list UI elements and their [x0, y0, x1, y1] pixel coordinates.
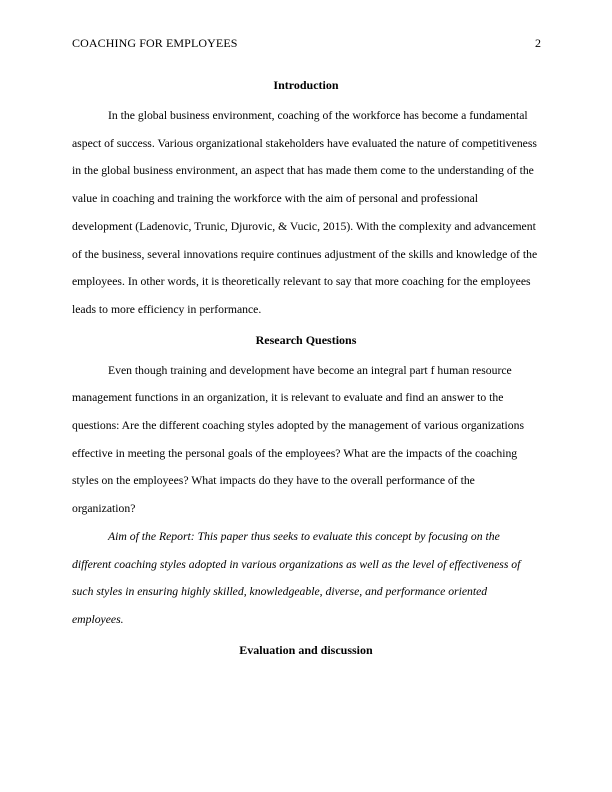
aim-of-report-paragraph: Aim of the Report: This paper thus seeks to evaluate this concept by focusing on the different coaching styles adopted in various organizations as well as the level of effectiveness of such styles in ensuring highly skilled, knowledgeable, diverse, and performance oriented employees. [72, 529, 521, 626]
introduction-heading: Introduction [273, 78, 339, 92]
research-questions-paragraph: Even though training and development have become an integral part f human resource management functions in an organization, it is relevant to evaluate and find an answer to the questions: Are the different coaching styles adopted by the management of various organizations effective in meeting the personal goals of the employees? What are the impacts of the coaching styles on the employees? What impacts do they have to the overall performance of the organization? [72, 363, 525, 516]
evaluation-heading: Evaluation and discussion [239, 642, 373, 657]
page-number: 2 [535, 36, 541, 50]
introduction-paragraph: In the global business environment, coaching of the workforce has become a fundamental aspect of success. Various organizational stakeholders have evaluated the nature of competitiveness in the global business environment, an aspect that has made them come to the understanding of the value in coaching and training the workforce with the aim of personal and professional development (Ladenovic, Trunic, Djurovic, & Vucic, 2015). With the complexity and advancement of the business, several innovations require continues adjustment of the skills and knowledge of the employees. In other words, it is theoretically relevant to say that more coaching for the employees leads to more efficiency in performance. [72, 109, 538, 316]
running-head: COACHING FOR EMPLOYEES [72, 36, 238, 50]
research-questions-heading: Research Questions [255, 332, 357, 347]
document-body [72, 75, 540, 667]
